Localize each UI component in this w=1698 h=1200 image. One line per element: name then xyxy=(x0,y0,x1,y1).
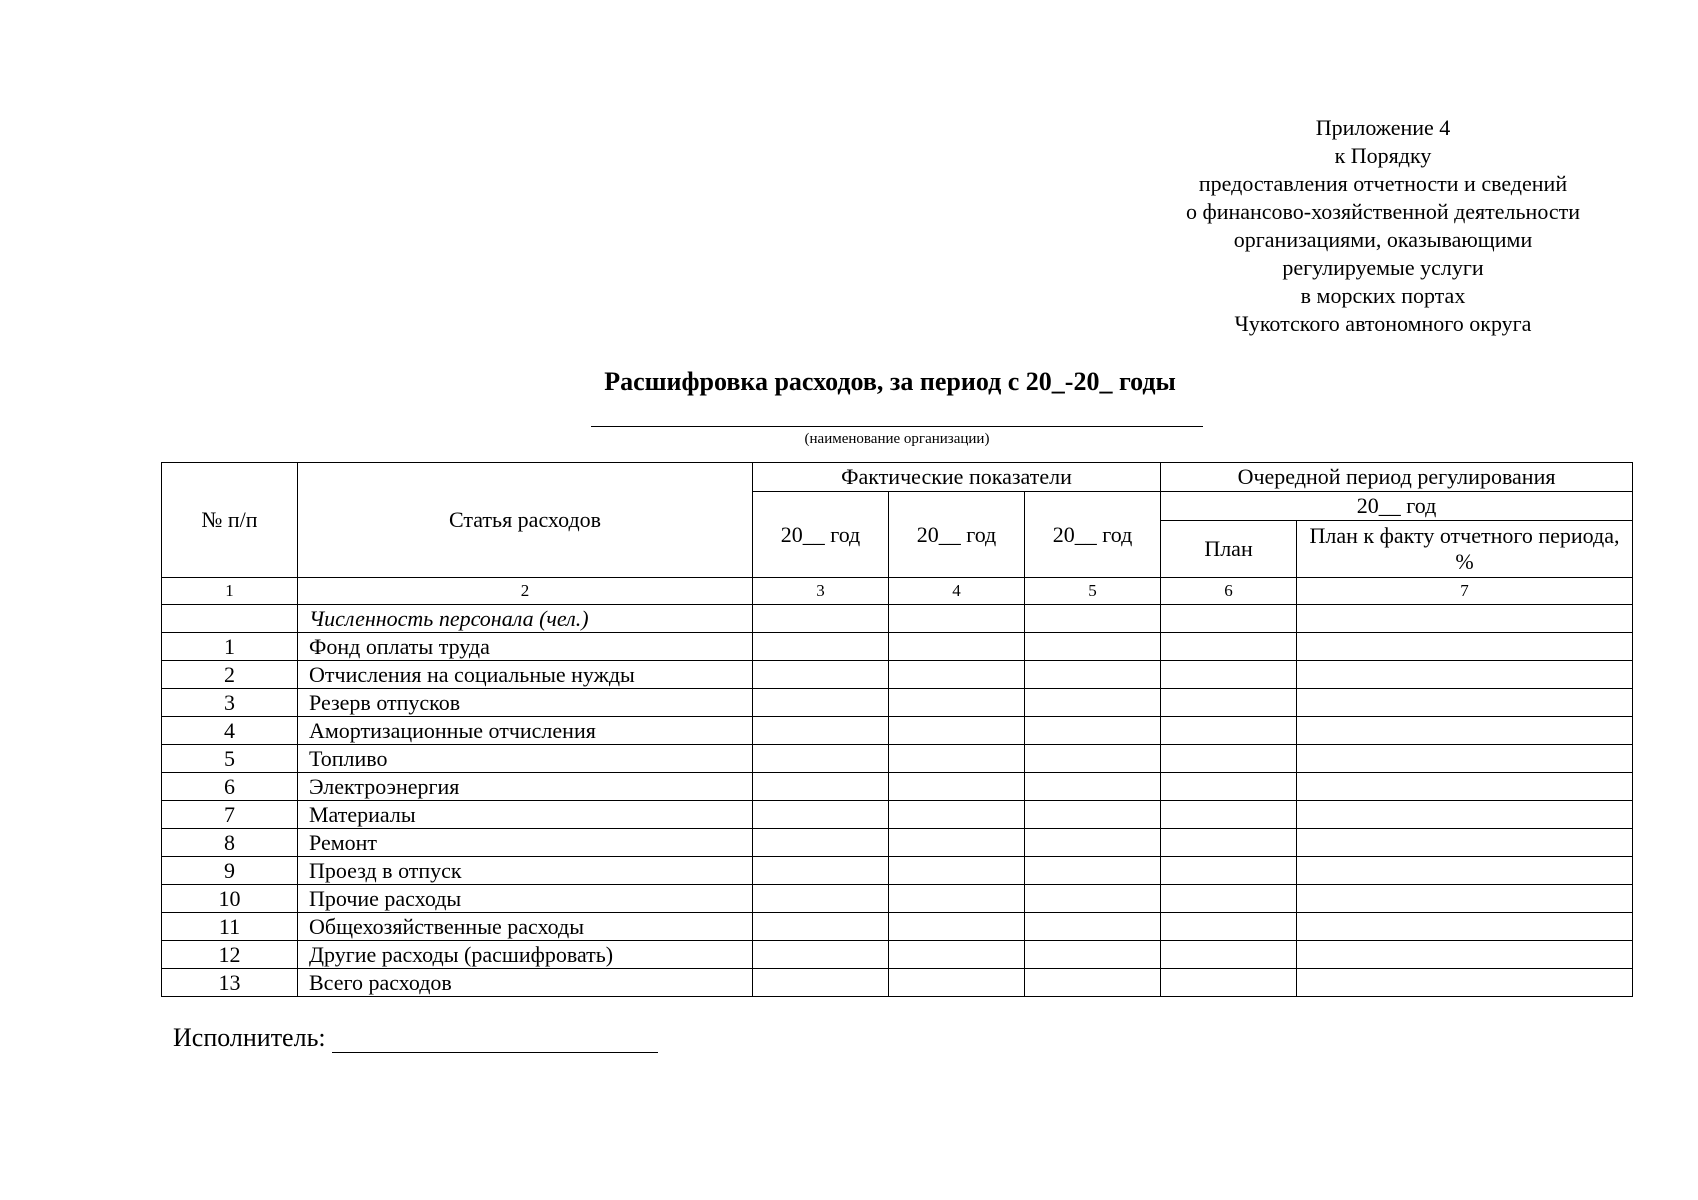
value-cell[interactable] xyxy=(1297,941,1633,969)
column-number: 6 xyxy=(1161,578,1297,605)
table-row xyxy=(162,857,1633,885)
value-cell[interactable] xyxy=(1297,857,1633,885)
row-number: 7 xyxy=(162,801,298,829)
value-cell[interactable] xyxy=(889,913,1025,941)
value-cell[interactable] xyxy=(1161,913,1297,941)
row-item: Всего расходов xyxy=(298,969,753,997)
column-number: 7 xyxy=(1297,578,1633,605)
value-cell[interactable] xyxy=(1161,857,1297,885)
table-row xyxy=(162,801,1633,829)
value-cell[interactable] xyxy=(889,857,1025,885)
row-item: Проезд в отпуск xyxy=(298,857,753,885)
value-cell[interactable] xyxy=(753,605,889,633)
header-year: 20__ год xyxy=(889,492,1025,578)
value-cell[interactable] xyxy=(1297,717,1633,745)
appendix-header xyxy=(1158,114,1608,338)
value-cell[interactable] xyxy=(1025,605,1161,633)
column-numbers-row xyxy=(162,578,1633,605)
value-cell[interactable] xyxy=(1025,969,1161,997)
table-row xyxy=(162,969,1633,997)
row-item: Общехозяйственные расходы xyxy=(298,913,753,941)
row-item: Амортизационные отчисления xyxy=(298,717,753,745)
value-cell[interactable] xyxy=(1161,885,1297,913)
executor-label: Исполнитель: xyxy=(173,1023,326,1052)
value-cell[interactable] xyxy=(753,717,889,745)
executor-signature-line[interactable] xyxy=(332,1028,658,1053)
value-cell[interactable] xyxy=(1161,661,1297,689)
row-number: 5 xyxy=(162,745,298,773)
column-number: 1 xyxy=(162,578,298,605)
value-cell[interactable] xyxy=(889,689,1025,717)
table-row xyxy=(162,689,1633,717)
value-cell[interactable] xyxy=(1297,773,1633,801)
value-cell[interactable] xyxy=(1297,605,1633,633)
value-cell[interactable] xyxy=(1297,969,1633,997)
value-cell[interactable] xyxy=(889,969,1025,997)
column-number: 5 xyxy=(1025,578,1161,605)
value-cell[interactable] xyxy=(753,661,889,689)
value-cell[interactable] xyxy=(753,801,889,829)
appendix-line: Приложение 4 xyxy=(1315,115,1451,140)
value-cell[interactable] xyxy=(1297,661,1633,689)
executor-signature xyxy=(173,1023,658,1053)
row-item: Ремонт xyxy=(298,829,753,857)
value-cell[interactable] xyxy=(1025,773,1161,801)
header-plan: План xyxy=(1161,521,1297,578)
row-item: Прочие расходы xyxy=(298,885,753,913)
value-cell[interactable] xyxy=(753,689,889,717)
row-number: 2 xyxy=(162,661,298,689)
value-cell[interactable] xyxy=(1297,745,1633,773)
value-cell[interactable] xyxy=(1025,885,1161,913)
value-cell[interactable] xyxy=(1161,829,1297,857)
value-cell[interactable] xyxy=(889,745,1025,773)
column-number: 2 xyxy=(298,578,753,605)
header-actual-group: Фактические показатели xyxy=(753,463,1161,492)
value-cell[interactable] xyxy=(889,829,1025,857)
table-row xyxy=(162,773,1633,801)
row-number: 8 xyxy=(162,829,298,857)
row-number: 9 xyxy=(162,857,298,885)
row-item: Фонд оплаты труда xyxy=(298,633,753,661)
appendix-line: о финансово-хозяйственной деятельности xyxy=(1185,199,1581,224)
organization-name-line xyxy=(591,426,1203,427)
value-cell[interactable] xyxy=(889,605,1025,633)
header-item: Статья расходов xyxy=(298,463,753,578)
table-header-row xyxy=(162,463,1633,492)
value-cell[interactable] xyxy=(753,633,889,661)
row-item: Резерв отпусков xyxy=(298,689,753,717)
header-next-year: 20__ год xyxy=(1161,492,1633,521)
appendix-line: регулируемые услуги xyxy=(1282,255,1484,280)
value-cell[interactable] xyxy=(1025,689,1161,717)
row-number xyxy=(162,605,298,633)
table-row xyxy=(162,717,1633,745)
table-row xyxy=(162,661,1633,689)
value-cell[interactable] xyxy=(1161,605,1297,633)
value-cell[interactable] xyxy=(1025,829,1161,857)
value-cell[interactable] xyxy=(1297,633,1633,661)
value-cell[interactable] xyxy=(889,801,1025,829)
document-title: Расшифровка расходов, за период с 20_-20_ годы xyxy=(604,367,1176,396)
value-cell[interactable] xyxy=(1025,661,1161,689)
header-year: 20__ год xyxy=(1025,492,1161,578)
row-number: 6 xyxy=(162,773,298,801)
table-row xyxy=(162,885,1633,913)
row-number: 11 xyxy=(162,913,298,941)
appendix-line: предоставления отчетности и сведений xyxy=(1198,171,1568,196)
value-cell[interactable] xyxy=(1161,689,1297,717)
value-cell[interactable] xyxy=(1025,745,1161,773)
column-number: 4 xyxy=(889,578,1025,605)
value-cell[interactable] xyxy=(889,773,1025,801)
row-number: 3 xyxy=(162,689,298,717)
value-cell[interactable] xyxy=(1161,801,1297,829)
table-row xyxy=(162,913,1633,941)
table-row xyxy=(162,829,1633,857)
value-cell[interactable] xyxy=(1025,941,1161,969)
value-cell[interactable] xyxy=(753,969,889,997)
value-cell[interactable] xyxy=(1297,801,1633,829)
value-cell[interactable] xyxy=(753,773,889,801)
appendix-line: в морских портах xyxy=(1300,283,1466,308)
table-row xyxy=(162,633,1633,661)
table-row xyxy=(162,745,1633,773)
value-cell[interactable] xyxy=(1161,717,1297,745)
value-cell[interactable] xyxy=(1297,829,1633,857)
header-next-period-group: Очередной период регулирования xyxy=(1161,463,1633,492)
value-cell[interactable] xyxy=(753,941,889,969)
header-num: № п/п xyxy=(162,463,298,578)
value-cell[interactable] xyxy=(889,717,1025,745)
value-cell[interactable] xyxy=(1161,941,1297,969)
appendix-line: Чукотского автономного округа xyxy=(1234,311,1532,336)
header-plan-to-fact: План к факту отчетного периода, % xyxy=(1297,521,1633,578)
value-cell[interactable] xyxy=(753,885,889,913)
row-item: Отчисления на социальные нужды xyxy=(298,661,753,689)
row-number: 13 xyxy=(162,969,298,997)
value-cell[interactable] xyxy=(1161,745,1297,773)
row-number: 12 xyxy=(162,941,298,969)
appendix-line: к Порядку xyxy=(1334,143,1432,168)
value-cell[interactable] xyxy=(1161,773,1297,801)
row-item: Топливо xyxy=(298,745,753,773)
value-cell[interactable] xyxy=(1025,857,1161,885)
value-cell[interactable] xyxy=(1161,969,1297,997)
column-number: 3 xyxy=(753,578,889,605)
value-cell[interactable] xyxy=(1025,633,1161,661)
value-cell[interactable] xyxy=(753,745,889,773)
value-cell[interactable] xyxy=(753,857,889,885)
value-cell[interactable] xyxy=(1297,885,1633,913)
value-cell[interactable] xyxy=(1025,913,1161,941)
value-cell[interactable] xyxy=(1297,913,1633,941)
organization-caption: (наименование организации) xyxy=(804,431,990,447)
row-number: 4 xyxy=(162,717,298,745)
value-cell[interactable] xyxy=(753,829,889,857)
row-item: Материалы xyxy=(298,801,753,829)
row-number: 10 xyxy=(162,885,298,913)
value-cell[interactable] xyxy=(889,633,1025,661)
value-cell[interactable] xyxy=(1025,801,1161,829)
value-cell[interactable] xyxy=(889,661,1025,689)
header-year: 20__ год xyxy=(753,492,889,578)
value-cell[interactable] xyxy=(889,885,1025,913)
row-item: Электроэнергия xyxy=(298,773,753,801)
value-cell[interactable] xyxy=(1297,689,1633,717)
expenses-table xyxy=(161,462,1633,997)
row-number: 1 xyxy=(162,633,298,661)
row-item: Другие расходы (расшифровать) xyxy=(298,941,753,969)
row-item: Численность персонала (чел.) xyxy=(298,605,753,633)
value-cell[interactable] xyxy=(1025,717,1161,745)
table-row xyxy=(162,605,1633,633)
value-cell[interactable] xyxy=(1161,633,1297,661)
value-cell[interactable] xyxy=(889,941,1025,969)
appendix-line: организациями, оказывающими xyxy=(1233,227,1533,252)
table-row xyxy=(162,941,1633,969)
value-cell[interactable] xyxy=(753,913,889,941)
